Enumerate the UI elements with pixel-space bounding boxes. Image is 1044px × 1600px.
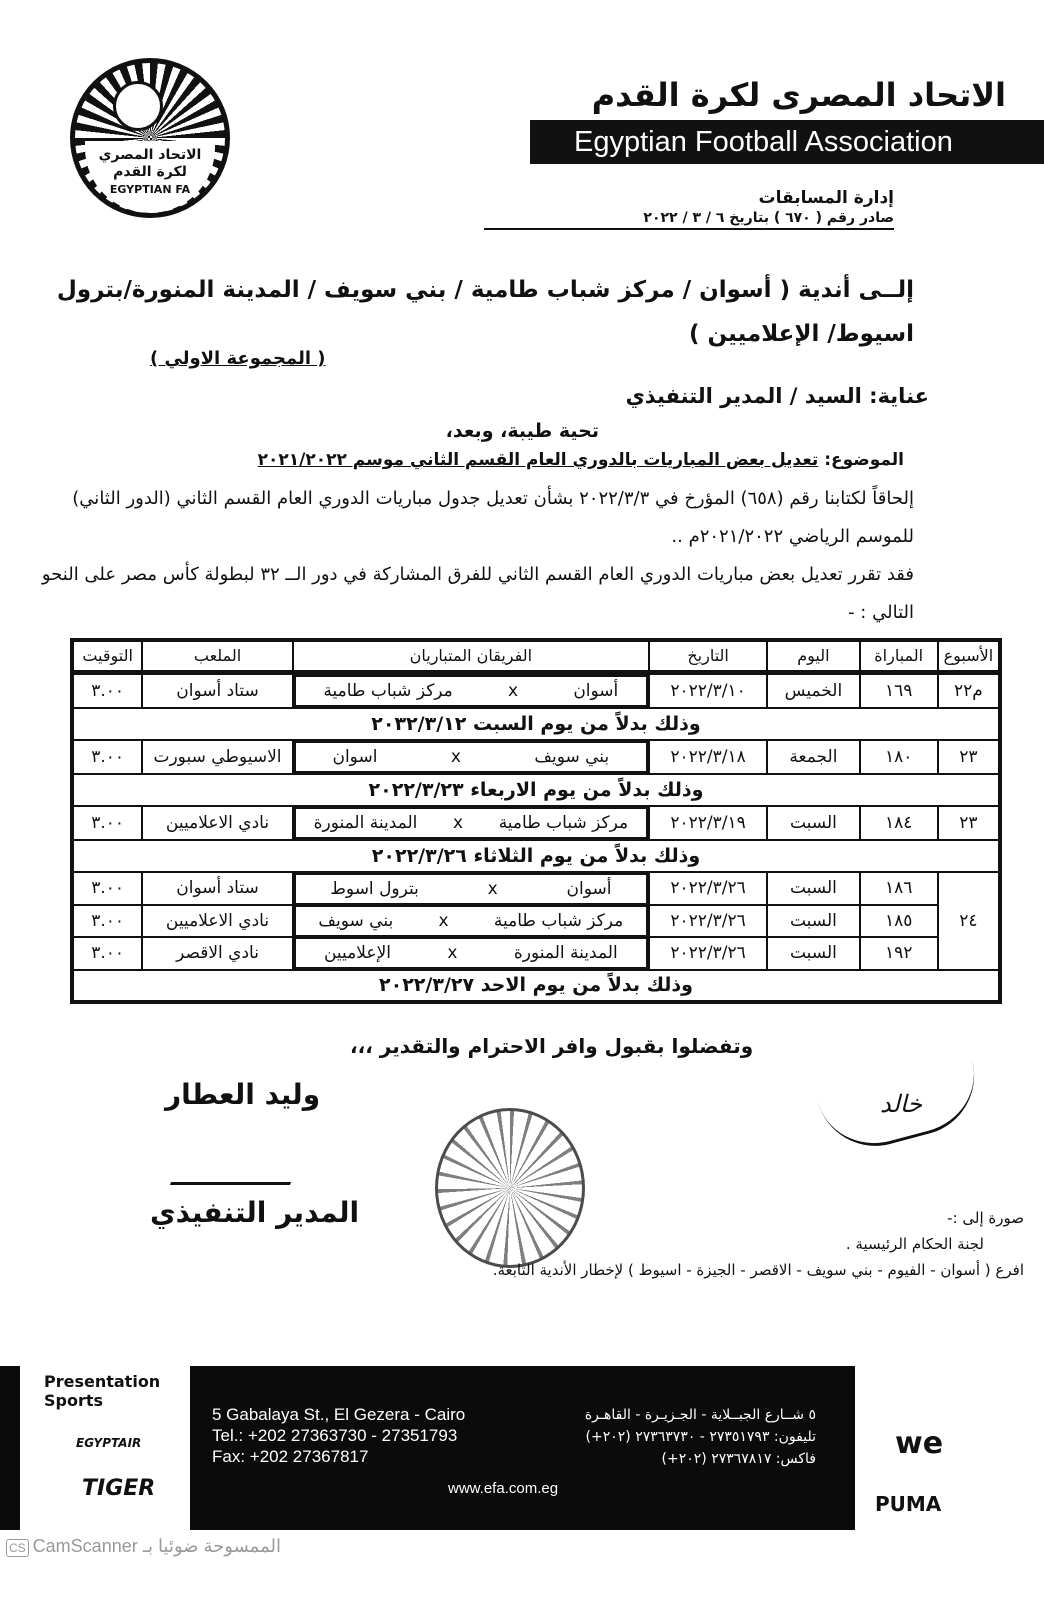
table-row [72, 806, 1000, 840]
signatory-name: وليد العطار [165, 1078, 321, 1111]
week-cell: م٢٢ [938, 672, 1000, 708]
column-header: الفريقان المتباريان [293, 640, 649, 672]
column-header: التوقيت [72, 640, 142, 672]
reschedule-note: وذلك بدلاً من يوم الاحد ٢٠٢٢/٣/٢٧ [72, 970, 1000, 1002]
day-cell: السبت [767, 905, 859, 937]
match-number: ١٨٥ [860, 905, 938, 937]
column-header: التاريخ [649, 640, 767, 672]
home-team: مركز شباب طامية [493, 910, 624, 931]
home-team: مركز شباب طامية [498, 812, 629, 833]
sponsors-right [855, 1366, 1044, 1530]
footer [0, 1366, 1044, 1530]
subject-text: تعديل بعض المباريات بالدوري العام القسم الثاني موسم ٢٠٢١/٢٠٢٢ [257, 450, 819, 470]
vs-mark: x [438, 910, 449, 931]
away-team: بترول اسوط [330, 878, 419, 899]
attention: عناية: السيد / المدير التنفيذي [625, 384, 929, 408]
address-line: 5 Gabalaya St., El Gezera - Cairo [212, 1405, 466, 1424]
home-team: أسوان [566, 878, 612, 899]
cc-label: صورة إلى :- [947, 1209, 1024, 1227]
match-number: ١٨٦ [860, 872, 938, 905]
vs-mark: x [508, 680, 519, 701]
reschedule-note: وذلك بدلاً من يوم الثلاثاء ٢٠٢٢/٣/٢٦ [72, 840, 1000, 872]
fax: فاكس: ٢٧٣٦٧٨١٧ (٢٠٢+) [661, 1451, 816, 1467]
second-signature: خالد [880, 1090, 923, 1118]
org-title-ar: الاتحاد المصرى لكرة القدم [591, 76, 1006, 114]
week-cell: ٢٤ [938, 872, 1000, 970]
phone: تليفون: ٢٧٣٥١٧٩٣ - ٢٧٣٦٣٧٣٠ (٢٠٢+) [585, 1429, 816, 1445]
address-ar [585, 1404, 816, 1470]
teams-cell [294, 807, 648, 839]
signature-mark [170, 1130, 310, 1185]
camscanner-icon: CS [6, 1539, 29, 1557]
sponsor-logo: EGYPTAIR [76, 1436, 142, 1450]
column-header: الأسبوع [938, 640, 1000, 672]
teams-cell [294, 675, 648, 707]
away-team: الإعلاميين [323, 942, 391, 963]
sponsor-logo: PUMA [875, 1492, 942, 1516]
schedule-table [70, 638, 1002, 1004]
stadium-cell: نادي الاقصر [142, 937, 292, 970]
teams-cell [294, 937, 648, 969]
column-header: المباراة [860, 640, 938, 672]
day-cell: السبت [767, 937, 859, 970]
table-row [72, 937, 1000, 970]
day-cell: السبت [767, 806, 859, 840]
stadium-cell: ستاد أسوان [142, 872, 292, 905]
date-cell: ٢٠٢٢/٣/١٨ [649, 740, 767, 774]
sponsor-logo: TIGER [82, 1476, 156, 1501]
week-cell: ٢٣ [938, 806, 1000, 840]
day-cell: السبت [767, 872, 859, 905]
org-title-en: Egyptian Football Association [530, 120, 1044, 164]
teams-cell [294, 873, 648, 905]
teams-cell [294, 741, 648, 773]
table-row [72, 872, 1000, 905]
fax: Fax: +202 27367817 [212, 1447, 369, 1466]
vs-mark: x [453, 812, 464, 833]
column-header: الملعب [142, 640, 292, 672]
match-number: ١٩٢ [860, 937, 938, 970]
match-number: ١٨٤ [860, 806, 938, 840]
greeting: تحية طيبة، وبعد، [445, 420, 599, 442]
time-cell: ٣.٠٠ [72, 740, 142, 774]
away-team: المدينة المنورة [313, 812, 418, 833]
watermark-text: CamScanner الممسوحة ضوئيا بـ [32, 1536, 281, 1556]
table-row [72, 905, 1000, 937]
paragraph: فقد تقرر تعديل بعض مباريات الدوري العام القسم الثاني للفرق المشاركة في دور الــ ٣٢ لبطولة كأس مصر على النحو التالي : - [41, 564, 914, 623]
stadium-cell: نادي الاعلاميين [142, 806, 292, 840]
address-en [212, 1404, 465, 1467]
paragraph: إلحاقاً لكتابنا رقم (٦٥٨) المؤرخ في ٢٠٢٢/٣/٣ بشأن تعديل جدول مباريات الدوري العام القسم الثاني (الدور الثاني) للموسم الرياضي ٢٠٢١/٢٠٢٢م .. [72, 488, 914, 547]
home-team: بني سويف [534, 746, 610, 767]
sponsor-logo: Presentation Sports [44, 1372, 161, 1410]
stadium-cell: الاسيوطي سبورت [142, 740, 292, 774]
home-team: أسوان [573, 680, 619, 701]
phone: Tel.: +202 27363730 - 27351793 [212, 1426, 458, 1445]
match-number: ١٦٩ [860, 672, 938, 708]
time-cell: ٣.٠٠ [72, 872, 142, 905]
recipients: إلــى أندية ( أسوان / مركز شباب طامية / بني سويف / المدينة المنورة/بترول اسيوط/ الإعلاميين ) [56, 277, 914, 347]
sponsors-left [20, 1366, 190, 1530]
cc-item: لجنة الحكام الرئيسية . [845, 1235, 984, 1253]
group-label: ( المجموعة الاولي ) [150, 348, 326, 369]
table-row [72, 740, 1000, 774]
note-row [72, 708, 1000, 740]
date-cell: ٢٠٢٢/٣/٢٦ [649, 872, 767, 905]
reschedule-note: وذلك بدلاً من يوم السبت ٢٠٣٢/٣/١٢ [72, 708, 1000, 740]
table-row [72, 672, 1000, 708]
logo-text: EGYPTIAN FA [109, 183, 191, 196]
away-team: اسوان [332, 746, 378, 767]
body-text [14, 480, 914, 632]
efa-logo [70, 58, 230, 218]
signatory-title: المدير التنفيذي [150, 1196, 360, 1229]
issue-line: صادر رقم ( ٦٧٠ ) بتاريخ ٦ / ٣ / ٢٠٢٢ [484, 210, 894, 230]
department: إدارة المسابقات [758, 188, 894, 208]
time-cell: ٣.٠٠ [72, 937, 142, 970]
vs-mark: x [450, 746, 461, 767]
home-team: المدينة المنورة [513, 942, 618, 963]
vs-mark: x [447, 942, 458, 963]
cc-item: افرع ( أسوان - الفيوم - بني سويف - الاقصر - الجيزة - اسيوط ) لإخطار الأندية التابعة. [492, 1261, 1024, 1279]
stadium-cell: نادي الاعلاميين [142, 905, 292, 937]
date-cell: ٢٠٢٢/٣/١٠ [649, 672, 767, 708]
subject-label: الموضوع: [824, 450, 904, 470]
week-cell: ٢٣ [938, 740, 1000, 774]
note-row [72, 970, 1000, 1002]
closing: وتفضلوا بقبول وافر الاحترام والتقدير ،،، [350, 1034, 754, 1058]
time-cell: ٣.٠٠ [72, 905, 142, 937]
address-line: ٥ شــارع الجبــلاية - الجـزيـرة - القاهـرة [584, 1407, 816, 1423]
away-team: مركز شباب طامية [323, 680, 453, 701]
stadium-cell: ستاد أسوان [142, 672, 292, 708]
date-cell: ٢٠٢٢/٣/٢٦ [649, 905, 767, 937]
subject [258, 450, 904, 470]
time-cell: ٣.٠٠ [72, 806, 142, 840]
camscanner-watermark [6, 1536, 281, 1557]
note-row [72, 840, 1000, 872]
cc-list [404, 1205, 1024, 1283]
vs-mark: x [487, 878, 498, 899]
date-cell: ٢٠٢٢/٣/١٩ [649, 806, 767, 840]
column-header: اليوم [767, 640, 859, 672]
date-cell: ٢٠٢٢/٣/٢٦ [649, 937, 767, 970]
website-link[interactable]: www.efa.com.eg [448, 1480, 559, 1497]
reschedule-note: وذلك بدلاً من يوم الاربعاء ٢٠٢٢/٣/٢٣ [72, 774, 1000, 806]
match-number: ١٨٠ [860, 740, 938, 774]
sponsor-logo: we [895, 1426, 944, 1461]
logo-text: الاتحاد المصري [98, 147, 202, 163]
day-cell: الخميس [767, 672, 859, 708]
note-row [72, 774, 1000, 806]
logo-text: لكرة القدم [113, 164, 187, 180]
away-team: بني سويف [318, 910, 394, 931]
teams-cell [294, 905, 648, 937]
time-cell: ٣.٠٠ [72, 672, 142, 708]
football-icon [113, 81, 163, 131]
day-cell: الجمعة [767, 740, 859, 774]
